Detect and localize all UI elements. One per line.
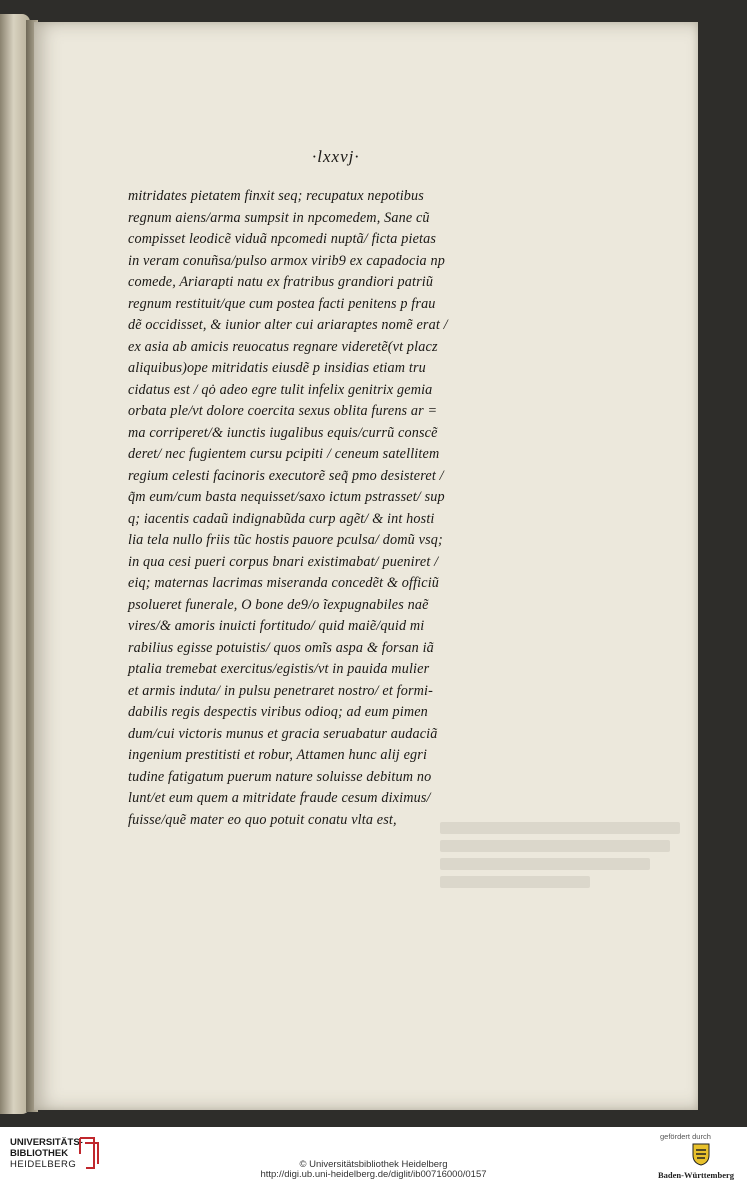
text-line: lunt/et eum quem a mitridate fraude cesum diximus/ bbox=[128, 790, 431, 806]
text-line: cidatus est / qȯ adeo egre tulit infelix genitrix gemia bbox=[128, 381, 433, 398]
bleed-through-text bbox=[440, 822, 690, 902]
text-line: in qua cesi pueri corpus bnari existimabat/ pueniret / bbox=[128, 553, 439, 570]
text-line: psolueret funerale, O bone de9/o ĩexpugnabiles naẽ bbox=[128, 596, 429, 613]
text-line: deret/ nec fugientem cursu pcipiti / ceneum satellitem bbox=[128, 446, 440, 462]
text-line: compisset leodicẽ viduã npcomedi nuptã/ ficta pietas bbox=[128, 231, 437, 247]
text-line: ptalia tremebat exercitus/egistis/vt in pauida mulier bbox=[128, 661, 430, 677]
text-line: regium celesti facinoris executorẽ seq̃ pmo desisteret / bbox=[128, 467, 444, 484]
text-line: dum/cui victoris munus et gracia seruabatur audaciã bbox=[128, 725, 438, 742]
text-line: vires/& amoris inuicti fortitudo/ quid maiẽ/quid mi bbox=[128, 618, 425, 634]
text-line: q̃m eum/cum basta nequisset/saxo ictum pstrasset/ sup bbox=[128, 489, 445, 505]
copyright-notice: © Universitätsbibliothek Heidelberg bbox=[299, 1159, 448, 1170]
text-line: ma corriperet/& iunctis iugalibus equis/currũ conscẽ bbox=[128, 424, 438, 441]
text-line: eiq; maternas lacrimas miseranda concedẽt & officiũ bbox=[128, 575, 440, 591]
text-line: dẽ occidisset, & iunior alter cui ariaraptes nomẽ erat / bbox=[128, 317, 448, 333]
text-line: comede, Ariarapti natu ex fratribus grandiori patriũ bbox=[128, 274, 434, 290]
sponsor-label: gefördert durch bbox=[660, 1132, 711, 1141]
logo-line-2: BIBLIOTHEK bbox=[10, 1148, 69, 1159]
text-line: et armis induta/ in pulsu penetraret nostro/ et formi- bbox=[128, 682, 433, 699]
logo-line-3: HEIDELBERG bbox=[10, 1159, 77, 1170]
state-coat-of-arms-icon bbox=[690, 1142, 712, 1166]
permalink-url[interactable]: http://digi.ub.uni-heidelberg.de/diglit/ib00716000/0157 bbox=[260, 1169, 487, 1180]
text-line: in veram conuñsa/pulso armox virib9 ex capadocia np bbox=[128, 252, 445, 269]
text-line: lia tela nullo friis tũc hostis pauore pculsa/ domũ vsq; bbox=[128, 532, 443, 548]
text-line: mitridates pietatem finxit seq; recupatux nepotibus bbox=[128, 188, 424, 204]
text-line: rabilius egisse potuistis/ quos omĩs aspa & forsan iã bbox=[128, 639, 434, 656]
text-block bbox=[128, 186, 548, 831]
folio-number: ·lxxvj· bbox=[312, 147, 360, 166]
sponsor-name: Baden-Württemberg bbox=[658, 1170, 735, 1180]
text-line: aliquibus)ope mitridatis eiusdẽ p insidias etiam tru bbox=[128, 360, 426, 376]
text-line: ingenium prestitisti et robur, Attamen hunc alij egri bbox=[128, 747, 428, 763]
text-line: dabilis regis despectis viribus odioq; ad eum pimen bbox=[128, 704, 428, 720]
text-line: orbata ple/vt dolore coercita sexus oblita furens ar = bbox=[128, 403, 438, 419]
text-line: regnum aiens/arma sumpsit in npcomedem, Sane cũ bbox=[128, 209, 430, 226]
logo-line-1: UNIVERSITÄTS- bbox=[10, 1137, 83, 1148]
text-line: fuisse/quẽ mater eo quo potuit conatu vlta est, bbox=[128, 811, 397, 828]
text-line: regnum restituit/que cum postea facti penitens p frau bbox=[128, 295, 436, 312]
text-line: ex asia ab amicis reuocatus regnare videretẽ(vt placz bbox=[128, 338, 438, 355]
text-line: tudine fatigatum puerum nature soluisse debitum no bbox=[128, 768, 432, 785]
text-line: q; iacentis cadaũ indignabũda curp agẽt/ & int hosti bbox=[128, 510, 435, 527]
